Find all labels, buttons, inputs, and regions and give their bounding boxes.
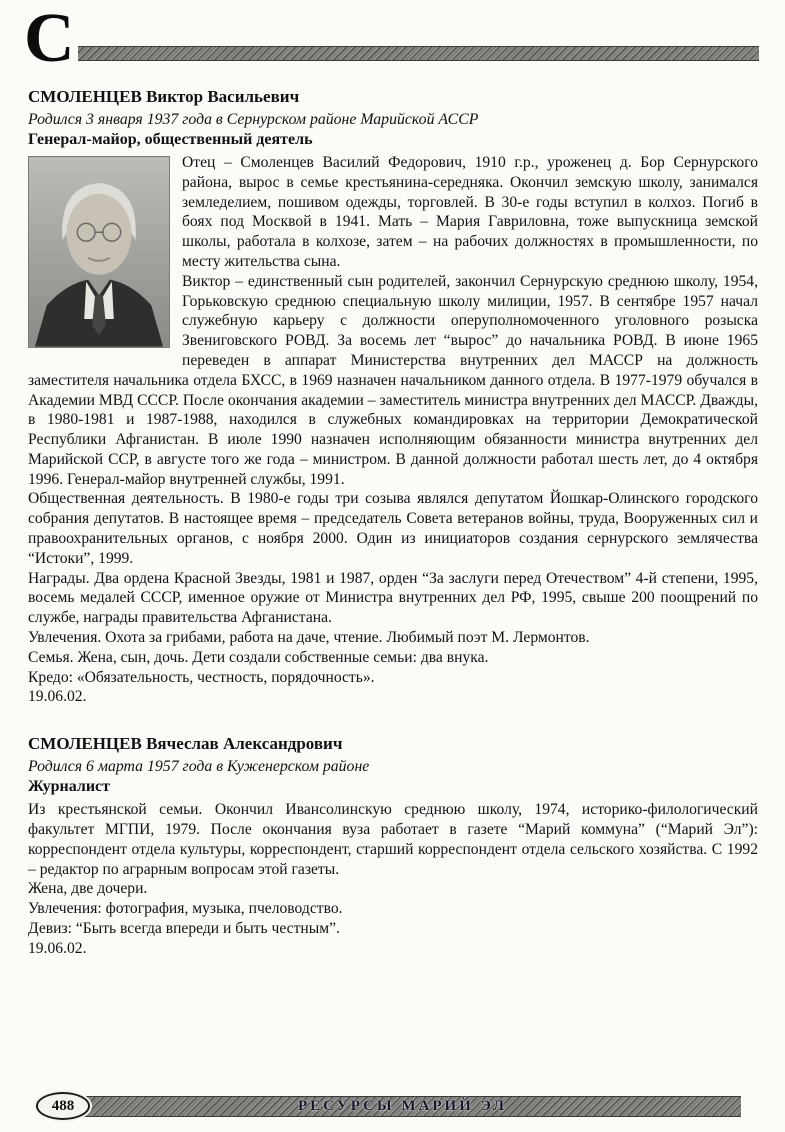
bio-paragraph: Увлечения. Охота за грибами, работа на даче, чтение. Любимый поэт М. Лермонтов. — [28, 629, 590, 647]
bio-paragraph: Виктор – единственный сын родителей, закончил Сернурскую среднюю школу, 1954, Горьковскую среднюю специальную школу милиции, 1957. В сентябре 1957 начал служебную карьеру с должности оперуполномоченного уголовного розыска Звениговского РОВД. За восемь лет “вырос” до начальника РОВД. В июне 1965 переведен в аппарат Министерства внутренних дел МАССР на должность заместителя начальника отдела БХСС, в 1969 назначен начальником данного отдела. В 1977-1979 обучался в Академии МВД СССР. После окончания академии – заместитель министра внутренних дел МАССР. Дважды, в 1980-1981 и 1987-1988, находился в служебных командировках на территории Демократической Республики Афганистан. В июле 1990 назначен исполняющим обязанности министра внутренних дел Марийской ССР, в августе того же года – министром. В данной должности работал шесть лет, до 4 октября 1996. Генерал-майор внутренней службы, 1991. — [28, 272, 758, 488]
bio-paragraph: Из крестьянской семьи. Окончил Ивансолинскую среднюю школу, 1974, историко-филологический факультет МГПИ, 1979. После окончания вуза работает в газете “Марий коммуна” (“Марий Эл”): корреспондент отдела культуры, корреспондент, старший корреспондент отдела сельского хозяйства. С 1992 – редактор по аграрным вопросам этой газеты. — [28, 801, 758, 878]
entry-born-line: Родился 3 января 1937 года в Сернурском районе Марийской АССР — [28, 110, 479, 128]
bio-paragraph: Семья. Жена, сын, дочь. Дети создали собственные семьи: два внука. — [28, 648, 489, 666]
section-divider-bar — [78, 46, 759, 61]
entry-role-line: Журналист — [28, 777, 111, 795]
bio-paragraph: Награды. Два ордена Красной Звезды, 1981 и 1987, орден “За заслуги перед Отечеством” 4-й степени, 1995, восемь медалей СССР, именное оружие от Министра внутренних дел РФ, 1995, свыше 200 поощрений по службе, награды правительства Афганистана. — [28, 569, 758, 627]
bio-paragraph: Кредо: «Обязательность, честность, порядочность». — [28, 668, 375, 686]
entry-date: 19.06.02. — [28, 939, 87, 957]
portrait-photo — [28, 156, 170, 348]
entry-born-line: Родился 6 марта 1957 года в Куженерском районе — [28, 757, 370, 775]
page-number-badge — [36, 1092, 90, 1120]
page-number: 488 — [51, 1097, 75, 1114]
bio-paragraph: Увлечения: фотография, музыка, пчеловодство. — [28, 900, 343, 918]
entry-date: 19.06.02. — [28, 688, 87, 706]
footer-bar — [64, 1096, 741, 1117]
biography-entry-1 — [28, 86, 758, 707]
entry-role-line: Генерал-майор, общественный деятель — [28, 130, 313, 148]
bio-paragraph: Общественная деятельность. В 1980-е годы три созыва являлся депутатом Йошкар-Олинского городского собрания депутатов. В настоящее время – председатель Совета ветеранов войны, труда, Вооруженных сил и правоохранительных органов, с ноября 2000. Один из инициаторов создания сернурского землячества “Истоки”, 1999. — [28, 490, 758, 567]
section-letter: С — [24, 0, 75, 77]
footer-title: РЕСУРСЫ МАРИЙ ЭЛ — [297, 1098, 508, 1114]
entry-name: СМОЛЕНЦЕВ Виктор Васильевич — [28, 87, 300, 106]
entry-name: СМОЛЕНЦЕВ Вячеслав Александрович — [28, 734, 343, 754]
page-header — [0, 0, 785, 86]
biography-entry-2 — [28, 733, 758, 958]
bio-paragraph: Отец – Смоленцев Василий Федорович, 1910 г.р., уроженец д. Бор Сернурского района, вырос в семье крестьянина-середняка. Окончил земскую школу, занимался земледелием, пошивом одежды, торговлей. В 30-е годы вступил в колхоз. Погиб в боях под Москвой в 1941. Мать – Мария Гавриловна, тоже выпускница земской школы, работала в колхозе, затем – на рабочих должностях в промышленности, по месту жительства сына. — [182, 153, 758, 270]
page-content — [0, 86, 785, 959]
page-footer — [0, 1092, 785, 1120]
bio-paragraph: Девиз: “Быть всегда впереди и быть честным”. — [28, 919, 340, 937]
bio-paragraph: Жена, две дочери. — [28, 880, 148, 898]
